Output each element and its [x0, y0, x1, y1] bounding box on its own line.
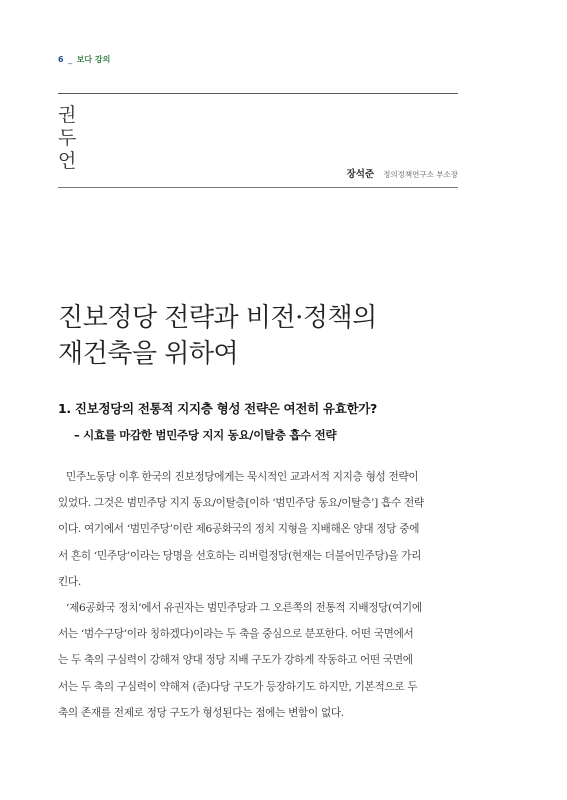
- author-role: 정의정책연구소 부소장: [383, 170, 458, 179]
- body-line: 서는 두 축의 구심력이 약해져 (준)다당 구도가 등장하기도 하지만, 기본적으로 두: [58, 680, 418, 693]
- body-line: 킨다.: [58, 575, 81, 588]
- author-name: 장석준: [346, 169, 375, 180]
- page-number: 6: [58, 55, 64, 64]
- column-label-char: 언: [58, 150, 77, 172]
- author-byline: [347, 162, 458, 181]
- header-separator: _: [68, 55, 73, 64]
- body-line: 있었다. 그것은 범민주당 지지 동요/이탈층[이하 ‘범민주당 동요/이탈층’] 흡수 전략: [58, 497, 424, 510]
- section-subheading: – 시효를 마감한 범민주당 지지 동요/이탈층 흡수 전략: [74, 428, 337, 442]
- body-line: 민주노동당 이후 한국의 진보정당에게는 묵시적인 교과서적 지지층 형성 전략이: [66, 471, 419, 483]
- article-body: [58, 464, 460, 726]
- title-line: 진보정당 전략과 비전·정책의: [58, 303, 377, 333]
- column-label-char: 권: [58, 104, 77, 126]
- bottom-rule: [58, 187, 458, 188]
- top-rule: [58, 93, 458, 94]
- column-label-char: 두: [58, 127, 77, 149]
- running-header: [58, 54, 110, 65]
- section-heading: 1. 진보정당의 전통적 지지층 형성 전략은 여전히 유효한가?: [58, 401, 377, 416]
- body-line: ‘제6공화국 정치’에서 유권자는 범민주당과 그 오른쪽의 전통적 지배정당(여기에: [66, 602, 422, 615]
- column-label: [58, 104, 78, 173]
- article-title: [58, 300, 478, 372]
- body-line: 서는 ‘범수구당’이라 칭하겠다)이라는 두 축을 중심으로 분포한다. 어떤 국면에서: [58, 628, 414, 641]
- body-line: 이다. 여기에서 ‘범민주당’이란 제6공화국의 정치 지형을 지배해온 양대 정당 중에: [58, 523, 420, 536]
- section-name: 보다 강의: [76, 55, 111, 64]
- body-line: 축의 존재를 전제로 정당 구도가 형성된다는 점에는 변함이 없다.: [58, 706, 344, 719]
- title-line: 재건축을 위하여: [58, 339, 239, 369]
- body-line: 서 흔히 ‘민주당’이라는 당명을 선호하는 리버럴정당(현재는 더불어민주당)을 가리: [58, 549, 422, 562]
- body-line: 는 두 축의 구심력이 강해져 양대 정당 지배 구도가 강하게 작동하고 어떤 국면에: [58, 654, 413, 667]
